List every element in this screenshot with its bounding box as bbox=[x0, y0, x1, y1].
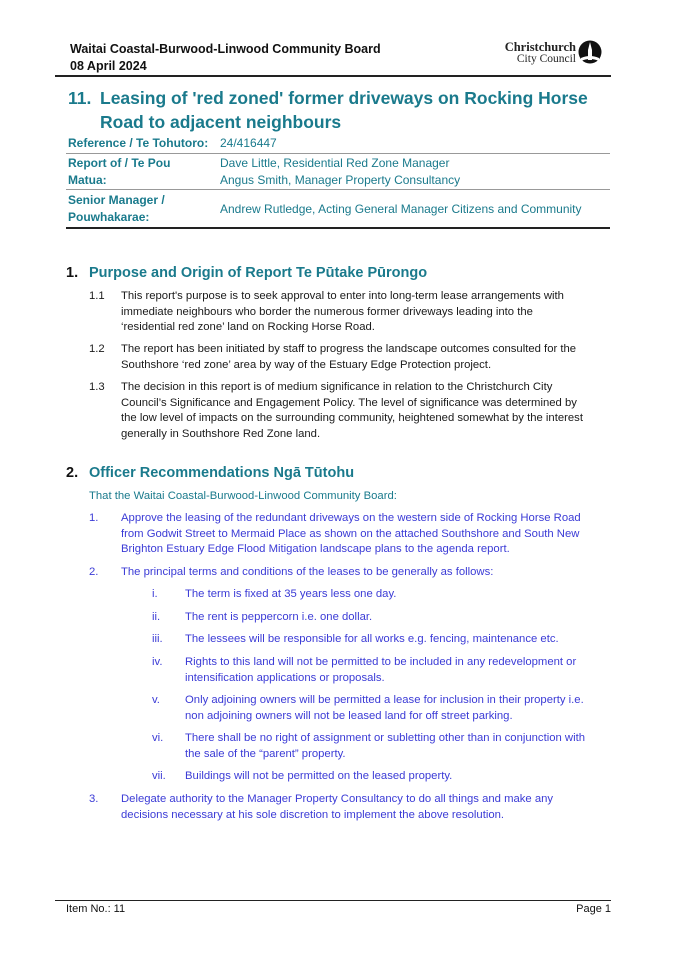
para-number: 1.1 bbox=[89, 290, 105, 302]
term-text bbox=[185, 731, 610, 762]
para-line: immediate neighbours who border the numerous former driveways leading into the bbox=[121, 305, 533, 318]
term-text: The term is fixed at 35 years less one day. bbox=[185, 588, 397, 600]
cathedral-logo-icon bbox=[578, 40, 602, 66]
para-line: This report's purpose is to seek approval to enter into long-term lease arrangements with bbox=[121, 290, 564, 302]
section-2-title: Officer Recommendations Ngā Tūtohu bbox=[89, 465, 355, 481]
para-line: Southshore ‘red zone’ area by way of the Estuary Edge Protection project. bbox=[121, 358, 492, 371]
logo-line1: Christchurch bbox=[504, 40, 576, 54]
para-line: The decision in this report is of medium significance in relation to the Christchurch City bbox=[121, 381, 553, 393]
para-line: The report has been initiated by staff to progress the landscape outcomes consulted for the bbox=[121, 343, 577, 355]
term-line: Rights to this land will not be permitted to be included in any redevelopment or bbox=[185, 656, 577, 668]
para-line: ‘residential red zone’ land on Rocking Horse Road. bbox=[121, 321, 375, 333]
term-text: Buildings will not be permitted on the leased property. bbox=[185, 770, 453, 782]
rec-line: decisions necessary at his sole discretion to implement the above resolution. bbox=[121, 808, 505, 821]
para-text bbox=[121, 289, 613, 336]
header-rule bbox=[55, 75, 611, 77]
term-line: non adjoining owners will not be leased land for off street parking. bbox=[185, 709, 513, 722]
recommendation-number: 2. bbox=[89, 566, 99, 578]
meta-divider bbox=[66, 153, 610, 154]
term-line: the sale of the “parent” property. bbox=[185, 747, 346, 760]
section-2-heading bbox=[66, 465, 354, 481]
report-of-value bbox=[220, 155, 460, 189]
senior-manager-value: Andrew Rutledge, Acting General Manager Citizens and Community bbox=[220, 202, 582, 216]
rec-line: Brighton Estuary Edge Flood Mitigation landscape plans to the agenda report. bbox=[121, 543, 510, 555]
senior-label-line2: Pouwhakarae: bbox=[68, 210, 150, 224]
term-number: i. bbox=[152, 588, 158, 600]
term-line: There shall be no right of assignment or subletting other than in conjunction with bbox=[185, 732, 586, 744]
term-text: The rent is peppercorn i.e. one dollar. bbox=[185, 611, 373, 623]
section-1-heading bbox=[66, 265, 427, 281]
report-author-2: Angus Smith, Manager Property Consultancy bbox=[220, 173, 461, 187]
rec-line: Approve the leasing of the redundant driveways on the western side of Rocking Horse Road bbox=[121, 512, 581, 524]
report-author-1: Dave Little, Residential Red Zone Manager bbox=[220, 156, 450, 170]
logo-line2: City Council bbox=[516, 53, 576, 65]
rec-line: Delegate authority to the Manager Property Consultancy to do all things and make any bbox=[121, 793, 554, 805]
term-text bbox=[185, 655, 610, 686]
senior-label-line1: Senior Manager / bbox=[68, 193, 165, 207]
recommendation-text bbox=[121, 511, 611, 558]
para-line: generally in Southshore Red Zone land. bbox=[121, 427, 321, 440]
term-number: vii. bbox=[152, 770, 166, 782]
para-text bbox=[121, 342, 613, 373]
term-number: vi. bbox=[152, 732, 164, 744]
term-line: Only adjoining owners will be permitted a lease for inclusion in their property i.e. bbox=[185, 694, 584, 706]
reference-value: 24/416447 bbox=[220, 136, 277, 150]
report-of-label-line2: Matua: bbox=[68, 173, 107, 187]
rec-line: from Godwit Street to Mermaid Place as shown on the attached Southshore and South New bbox=[121, 527, 580, 540]
para-text bbox=[121, 380, 613, 442]
page-title bbox=[68, 86, 608, 134]
section-1-number: 1. bbox=[66, 265, 79, 281]
item-number: Item No.: 11 bbox=[66, 903, 126, 915]
senior-manager-label bbox=[68, 192, 165, 226]
reference-label: Reference / Te Tohutoro: bbox=[68, 136, 209, 150]
para-line: Council’s Significance and Engagement Policy. The level of significance was determined by bbox=[121, 396, 577, 409]
meta-divider bbox=[66, 189, 610, 190]
title-number: 11. bbox=[68, 88, 92, 108]
term-number: v. bbox=[152, 694, 160, 706]
report-of-label-line1: Report of / Te Pou bbox=[68, 156, 171, 170]
page-number: Page 1 bbox=[576, 903, 611, 915]
para-line: the low level of impacts on the surrounding community, heightened somewhat by the interest bbox=[121, 412, 583, 424]
title-line1: Leasing of 'red zoned' former driveways on Rocking Horse bbox=[100, 88, 588, 108]
term-number: iii. bbox=[152, 633, 163, 645]
section-1-title: Purpose and Origin of Report Te Pūtake Pūrongo bbox=[89, 265, 428, 281]
recommendation-number: 3. bbox=[89, 793, 99, 805]
para-number: 1.2 bbox=[89, 343, 105, 355]
footer-rule bbox=[55, 900, 611, 901]
term-number: iv. bbox=[152, 656, 163, 668]
recommendation-number: 1. bbox=[89, 512, 99, 524]
term-text: The lessees will be responsible for all works e.g. fencing, maintenance etc. bbox=[185, 633, 559, 645]
meeting-date: 08 April 2024 bbox=[70, 59, 147, 73]
report-of-label bbox=[68, 155, 170, 189]
para-number: 1.3 bbox=[89, 381, 105, 393]
term-number: ii. bbox=[152, 611, 161, 623]
meta-bottom-rule bbox=[66, 227, 610, 229]
term-text bbox=[185, 693, 610, 724]
title-line2: Road to adjacent neighbours bbox=[100, 112, 342, 132]
recommendation-text bbox=[121, 792, 611, 823]
recommendation-intro: That the Waitai Coastal-Burwood-Linwood Community Board: bbox=[89, 490, 397, 502]
term-line: intensification applications or proposals. bbox=[185, 671, 385, 684]
council-logo bbox=[498, 40, 608, 70]
section-2-number: 2. bbox=[66, 465, 79, 481]
board-name: Waitai Coastal-Burwood-Linwood Community Board bbox=[70, 42, 381, 56]
recommendation-text: The principal terms and conditions of the leases to be generally as follows: bbox=[121, 566, 494, 578]
